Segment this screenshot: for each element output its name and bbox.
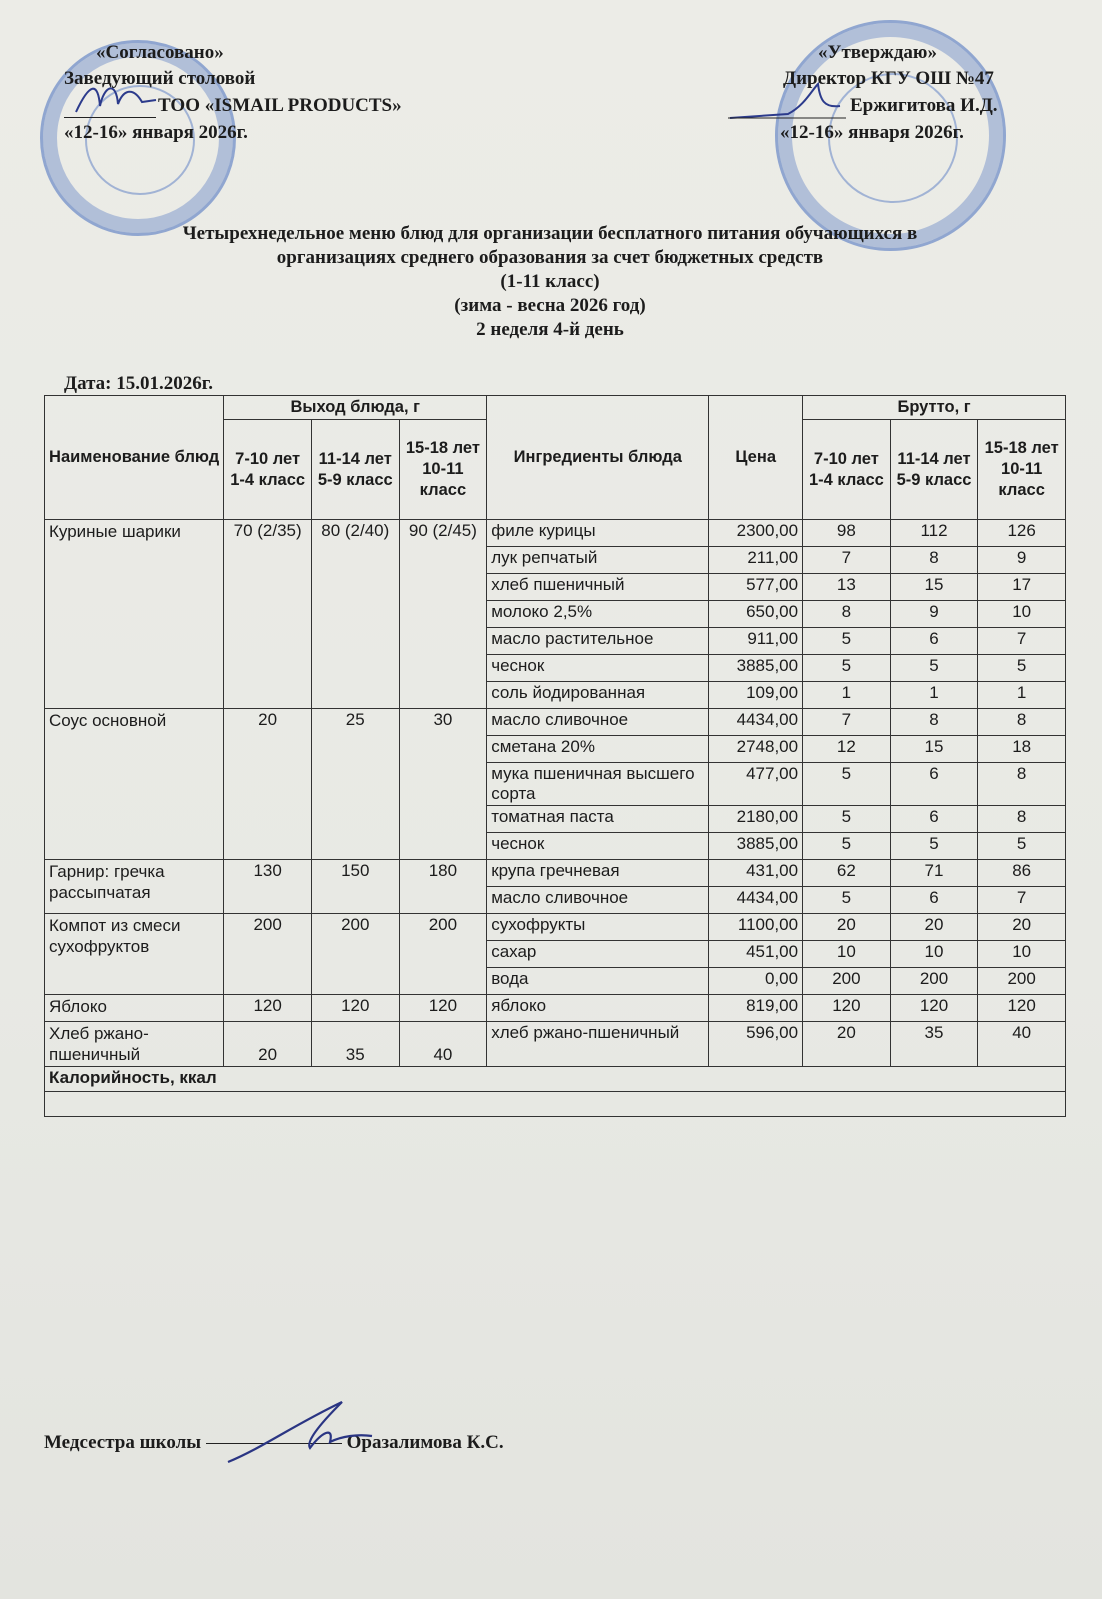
gross-g2: 5 <box>890 655 978 682</box>
gross-g3: 8 <box>978 763 1066 806</box>
dish-name: Хлеб ржано-пшеничный <box>45 1022 224 1067</box>
ingredient-name: чеснок <box>487 655 709 682</box>
ingredient-name: сахар <box>487 941 709 968</box>
gross-g2: 10 <box>890 941 978 968</box>
gross-g1: 5 <box>803 628 891 655</box>
gross-g3: 5 <box>978 833 1066 860</box>
ingredient-price: 819,00 <box>709 995 803 1022</box>
dish-output-g3: 180 <box>399 860 487 914</box>
table-row <box>45 520 1066 547</box>
ingredient-price: 2748,00 <box>709 736 803 763</box>
gross-g3: 1 <box>978 682 1066 709</box>
gross-g2: 6 <box>890 806 978 833</box>
table-row <box>45 860 1066 887</box>
gross-g1: 7 <box>803 547 891 574</box>
dish-output-g2: 80 (2/40) <box>311 520 399 709</box>
col-header-gross-g3: 15-18 лет 10-11 класс <box>978 420 1066 520</box>
ingredient-name: лук репчатый <box>487 547 709 574</box>
ingredient-price: 4434,00 <box>709 887 803 914</box>
dish-name: Яблоко <box>45 995 224 1022</box>
gross-g3: 7 <box>978 628 1066 655</box>
dish-output-g2: 35 <box>311 1022 399 1067</box>
gross-g2: 8 <box>890 547 978 574</box>
gross-g1: 13 <box>803 574 891 601</box>
gross-g1: 1 <box>803 682 891 709</box>
title-line-1: Четырехнедельное меню блюд для организации бесплатного питания обучающихся в <box>182 223 918 244</box>
ingredient-name: соль йодированная <box>487 682 709 709</box>
gross-g1: 62 <box>803 860 891 887</box>
dish-output-g3: 120 <box>399 995 487 1022</box>
dish-output-g2: 120 <box>311 995 399 1022</box>
gross-g2: 6 <box>890 763 978 806</box>
nurse-name: Оразалимова К.С. <box>346 1432 504 1453</box>
dish-output-g1: 20 <box>224 709 312 860</box>
gross-g3: 17 <box>978 574 1066 601</box>
ingredient-name: хлеб ржано-пшеничный <box>487 1022 709 1067</box>
gross-g3: 10 <box>978 941 1066 968</box>
dish-name: Куриные шарики <box>45 520 224 709</box>
ingredient-name: молоко 2,5% <box>487 601 709 628</box>
ingredient-price: 3885,00 <box>709 833 803 860</box>
ingredient-price: 477,00 <box>709 763 803 806</box>
col-header-gross: Брутто, г <box>803 396 1066 420</box>
col-header-price: Цена <box>709 396 803 520</box>
title-line-2: организациях среднего образования за счет бюджетных средств <box>276 247 824 268</box>
ingredient-name: хлеб пшеничный <box>487 574 709 601</box>
gross-g2: 6 <box>890 887 978 914</box>
gross-g1: 120 <box>803 995 891 1022</box>
gross-g1: 5 <box>803 833 891 860</box>
gross-g1: 5 <box>803 655 891 682</box>
title-line-3: (1-11 класс) <box>500 271 600 292</box>
nurse-signature <box>222 1396 382 1472</box>
dish-output-g2: 150 <box>311 860 399 914</box>
right-signature <box>728 76 848 124</box>
dish-output-g1: 20 <box>224 1022 312 1067</box>
gross-g3: 10 <box>978 601 1066 628</box>
menu-table <box>44 395 1066 1117</box>
ingredient-price: 911,00 <box>709 628 803 655</box>
ingredient-price: 3885,00 <box>709 655 803 682</box>
gross-g3: 126 <box>978 520 1066 547</box>
ingredient-name: мука пшеничная высшего сорта <box>487 763 709 806</box>
left-date: «12-16» января 2026г. <box>64 122 248 143</box>
col-header-gross-g2: 11-14 лет 5-9 класс <box>890 420 978 520</box>
dish-output-g3: 30 <box>399 709 487 860</box>
ingredient-price: 451,00 <box>709 941 803 968</box>
nurse-label: Медсестра школы <box>44 1432 202 1453</box>
gross-g1: 5 <box>803 763 891 806</box>
dish-output-g3: 200 <box>399 914 487 995</box>
ingredient-name: масло растительное <box>487 628 709 655</box>
ingredient-name: вода <box>487 968 709 995</box>
canteen-org: ТОО «ISMAIL PRODUCTS» <box>158 95 402 116</box>
gross-g2: 120 <box>890 995 978 1022</box>
ingredient-name: крупа гречневая <box>487 860 709 887</box>
gross-g3: 120 <box>978 995 1066 1022</box>
ingredient-price: 1100,00 <box>709 914 803 941</box>
gross-g3: 200 <box>978 968 1066 995</box>
calories-label: Калорийность, ккал <box>45 1067 1066 1092</box>
director-name: Ержигитова И.Д. <box>850 95 998 116</box>
col-header-dish: Наименование блюд <box>45 396 224 520</box>
ingredient-price: 650,00 <box>709 601 803 628</box>
empty-cell <box>45 1092 1066 1117</box>
gross-g2: 20 <box>890 914 978 941</box>
title-line-5: 2 неделя 4-й день <box>476 319 624 340</box>
calories-row <box>45 1067 1066 1092</box>
ingredient-price: 0,00 <box>709 968 803 995</box>
dish-name: Компот из смеси сухофруктов <box>45 914 224 995</box>
ingredient-name: масло сливочное <box>487 709 709 736</box>
ingredient-price: 2300,00 <box>709 520 803 547</box>
ingredient-name: томатная паста <box>487 806 709 833</box>
gross-g2: 112 <box>890 520 978 547</box>
ingredient-price: 109,00 <box>709 682 803 709</box>
table-row <box>45 1022 1066 1067</box>
menu-title <box>60 222 1040 342</box>
title-line-4: (зима - весна 2026 год) <box>454 295 646 316</box>
gross-g2: 15 <box>890 736 978 763</box>
gross-g2: 15 <box>890 574 978 601</box>
dish-output-g1: 120 <box>224 995 312 1022</box>
left-signature <box>72 76 162 120</box>
gross-g2: 71 <box>890 860 978 887</box>
gross-g1: 5 <box>803 887 891 914</box>
ingredient-name: масло сливочное <box>487 887 709 914</box>
ingredient-price: 2180,00 <box>709 806 803 833</box>
gross-g3: 18 <box>978 736 1066 763</box>
gross-g3: 5 <box>978 655 1066 682</box>
gross-g3: 20 <box>978 914 1066 941</box>
director-position: Директор КГУ ОШ №47 <box>783 68 994 89</box>
dish-output-g1: 130 <box>224 860 312 914</box>
gross-g3: 8 <box>978 806 1066 833</box>
approve-label: «Утверждаю» <box>818 42 937 63</box>
ingredient-name: сметана 20% <box>487 736 709 763</box>
dish-output-g2: 200 <box>311 914 399 995</box>
gross-g2: 5 <box>890 833 978 860</box>
gross-g1: 8 <box>803 601 891 628</box>
col-header-output-g3: 15-18 лет 10-11 класс <box>399 420 487 520</box>
gross-g2: 8 <box>890 709 978 736</box>
gross-g1: 200 <box>803 968 891 995</box>
ingredient-price: 596,00 <box>709 1022 803 1067</box>
gross-g1: 98 <box>803 520 891 547</box>
gross-g1: 7 <box>803 709 891 736</box>
col-header-output-g1: 7-10 лет 1-4 класс <box>224 420 312 520</box>
empty-row <box>45 1092 1066 1117</box>
table-row <box>45 914 1066 941</box>
gross-g2: 6 <box>890 628 978 655</box>
gross-g3: 9 <box>978 547 1066 574</box>
dish-name: Гарнир: гречка рассыпчатая <box>45 860 224 914</box>
dish-name: Соус основной <box>45 709 224 860</box>
ingredient-price: 577,00 <box>709 574 803 601</box>
dish-output-g1: 70 (2/35) <box>224 520 312 709</box>
dish-output-g3: 40 <box>399 1022 487 1067</box>
gross-g2: 200 <box>890 968 978 995</box>
ingredient-price: 4434,00 <box>709 709 803 736</box>
gross-g3: 40 <box>978 1022 1066 1067</box>
gross-g3: 7 <box>978 887 1066 914</box>
gross-g2: 1 <box>890 682 978 709</box>
gross-g3: 86 <box>978 860 1066 887</box>
gross-g1: 20 <box>803 914 891 941</box>
gross-g2: 9 <box>890 601 978 628</box>
table-row <box>45 995 1066 1022</box>
agreed-label: «Согласовано» <box>96 42 224 63</box>
ingredient-name: яблоко <box>487 995 709 1022</box>
ingredient-price: 211,00 <box>709 547 803 574</box>
ingredient-name: чеснок <box>487 833 709 860</box>
dish-output-g3: 90 (2/45) <box>399 520 487 709</box>
gross-g1: 20 <box>803 1022 891 1067</box>
gross-g1: 12 <box>803 736 891 763</box>
col-header-output-g2: 11-14 лет 5-9 класс <box>311 420 399 520</box>
col-header-output: Выход блюда, г <box>224 396 487 420</box>
ingredient-name: филе курицы <box>487 520 709 547</box>
ingredient-name: сухофрукты <box>487 914 709 941</box>
ingredient-price: 431,00 <box>709 860 803 887</box>
canteen-head-position: Заведующий столовой <box>64 68 256 89</box>
col-header-gross-g1: 7-10 лет 1-4 класс <box>803 420 891 520</box>
dish-output-g2: 25 <box>311 709 399 860</box>
col-header-ingredients: Ингредиенты блюда <box>487 396 709 520</box>
gross-g1: 10 <box>803 941 891 968</box>
dish-output-g1: 200 <box>224 914 312 995</box>
right-date: «12-16» января 2026г. <box>780 122 964 143</box>
table-row <box>45 709 1066 736</box>
gross-g1: 5 <box>803 806 891 833</box>
menu-date: Дата: 15.01.2026г. <box>64 373 213 394</box>
gross-g3: 8 <box>978 709 1066 736</box>
gross-g2: 35 <box>890 1022 978 1067</box>
